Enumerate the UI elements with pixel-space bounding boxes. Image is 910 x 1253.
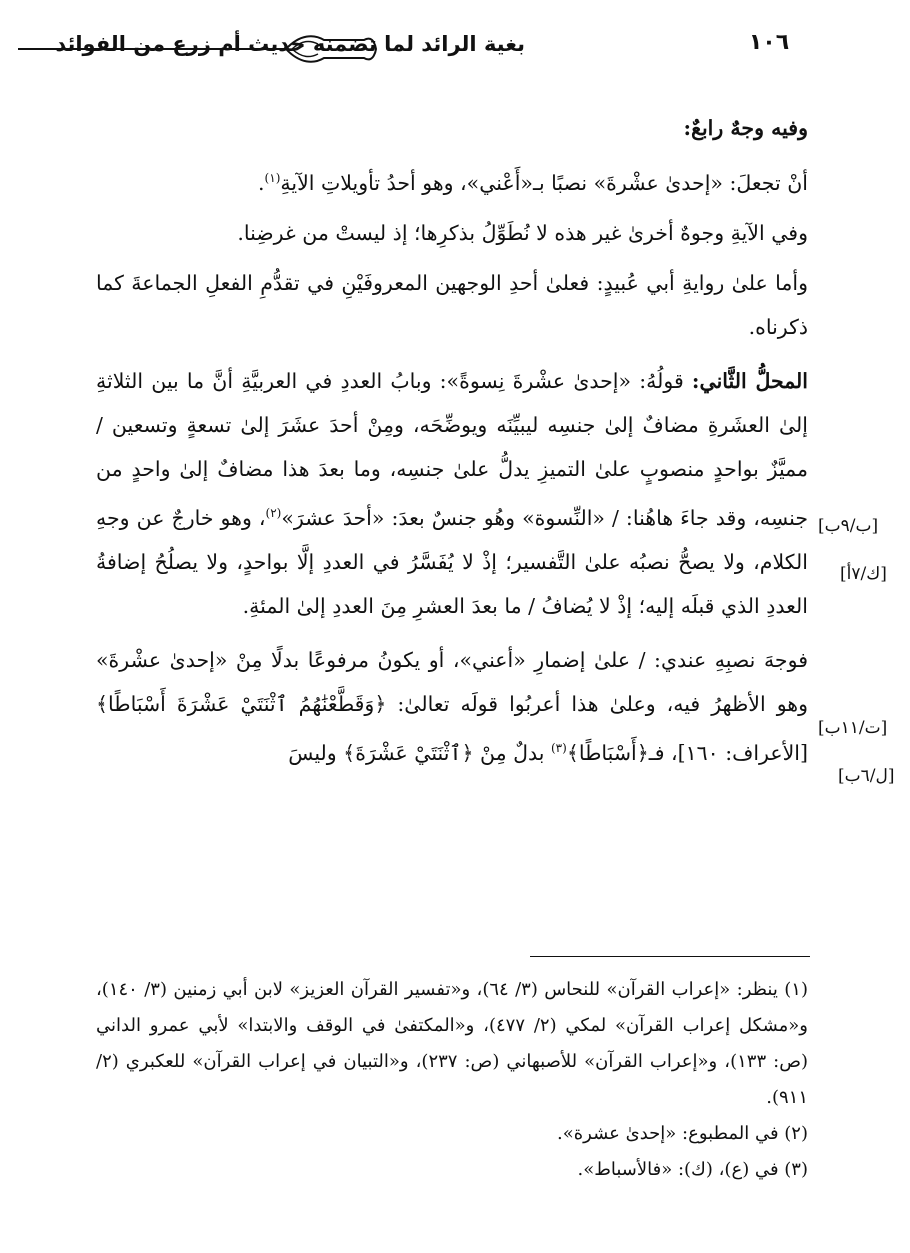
paragraph-2: أنْ تجعلَ: «إحدىٰ عشْرةَ» نصبًا بـ«أَعْني»، وهو أحدُ تأويلاتِ الآيةِ$^{(١)}$. [258,170,808,195]
footnote-2: (٢) في المطبوع: «إحدىٰ عشرة». [557,1123,808,1144]
page-number: ١٠٦ [748,30,790,55]
section-heading: وفيه وجهٌ رابعٌ: [683,116,808,140]
paragraph-4: وأما علىٰ روايةِ أبي عُبيدٍ: فعلىٰ أحدِ الوجهين المعروفَيْنِ في تقدُّمِ الفعلِ الجماعةَ كما ذكرناه. [96,270,808,339]
margin-ref-2: [ك/٧أ] [840,564,887,584]
paragraph-5: المحلُّ الثَّاني: قولُهُ: «إحدىٰ عشْرةَ نِسوةً»: وبابُ العددِ في العربيَّةِ أنَّ ما بين الثلاثةِ إلىٰ العشَرةِ مضافٌ إلىٰ جنسِه ليبيِّنَه ويوضِّحَه، ومِنْ أحدَ عشَرَ إلىٰ تسعةٍ وتسعين / مميَّزٌ بواحدٍ منصوبٍ علىٰ التميزِ يدلُّ علىٰ جنسِه، وما بعدَ هذا مضافٌ إلىٰ واحدٍ من جنسِه، وقد جاءَ هاهُنا: / «النِّسوة» وهُو جنسٌ بعدَ: «أحدَ عشرَ»$^{(٢)}$، وهو خارجٌ عن وجهِ الكلام، ولا يصحُّ نصبُه علىٰ التَّفسير؛ إذْ لا يُفَسَّرُ في العددِ إلَّا بواحدٍ، ولا يصلُحُ إضافةُ العددِ الذي قبلَه إليه؛ إذْ لا يُضافُ / ما بعدَ العشرِ مِنَ العددِ إلىٰ المئةِ. [96,368,809,618]
paragraph-6: فوجهَ نصبِهِ عندي: / علىٰ إضمارِ «أعني»، أو يكونُ مرفوعًا بدلًا مِنْ «إحدىٰ عشْرةَ» وهو الأظهرُ فيه، وعلىٰ هذا أعربُوا قولَه تعالىٰ: ﴿وَقَطَّعْنَٰهُمُ ٱثْنَتَيْ عَشْرَةَ أَسْبَاطًا﴾ [الأعراف: ١٦٠]، فـ﴿أَسْبَاطًا﴾$^{(٣)}$ بدلٌ مِنْ ﴿ٱثْنَتَيْ عَشْرَةَ﴾ وليسَ [96,647,808,765]
margin-ref-4: [ل/٦ب] [838,766,895,786]
footnote-ref-1: (١) [264,171,281,185]
second-point-heading: المحلُّ الثَّاني: [691,368,808,393]
margin-ref-1: [ب/٩ب] [818,516,879,536]
footnotes [96,972,808,1188]
main-text [96,106,808,784]
running-title: بغية الرائد لما تضمنه حديث أم زرع من الفوائد [55,32,525,56]
paragraph-3: وفي الآيةِ وجوهٌ أخرىٰ غير هذه لا نُطَوِّلُ بذكرِها؛ إذ ليستْ من غرضِنا. [237,220,808,245]
footnote-separator [530,956,810,957]
paragraph-1 [96,106,808,150]
footnote-1: (١) ينظر: «إعراب القرآن» للنحاس (٣/ ٦٤)، و«تفسير القرآن العزيز» لابن أبي زمنين (٣/ ١٤٠)، و«مشكل إعراب القرآن» لمكي (٢/ ٤٧٧)، و«المكتفىٰ في الوقف والابتدا» لأبي عمرو الداني (ص: ١٣٣)، و«إعراب القرآن» للأصبهاني (ص: ٢٣٧)، و«التبيان في إعراب القرآن» للعكبري (٢/ ٩١١). [96,979,808,1108]
margin-ref-3: [ت/١١ب] [818,718,888,738]
footnote-3: (٣) في (ع)، (ك): «فالأسباط». [577,1159,808,1180]
footnote-ref-3: (٣) [550,740,567,755]
footnote-ref-2: (٢) [265,505,282,520]
page-header [0,26,910,72]
